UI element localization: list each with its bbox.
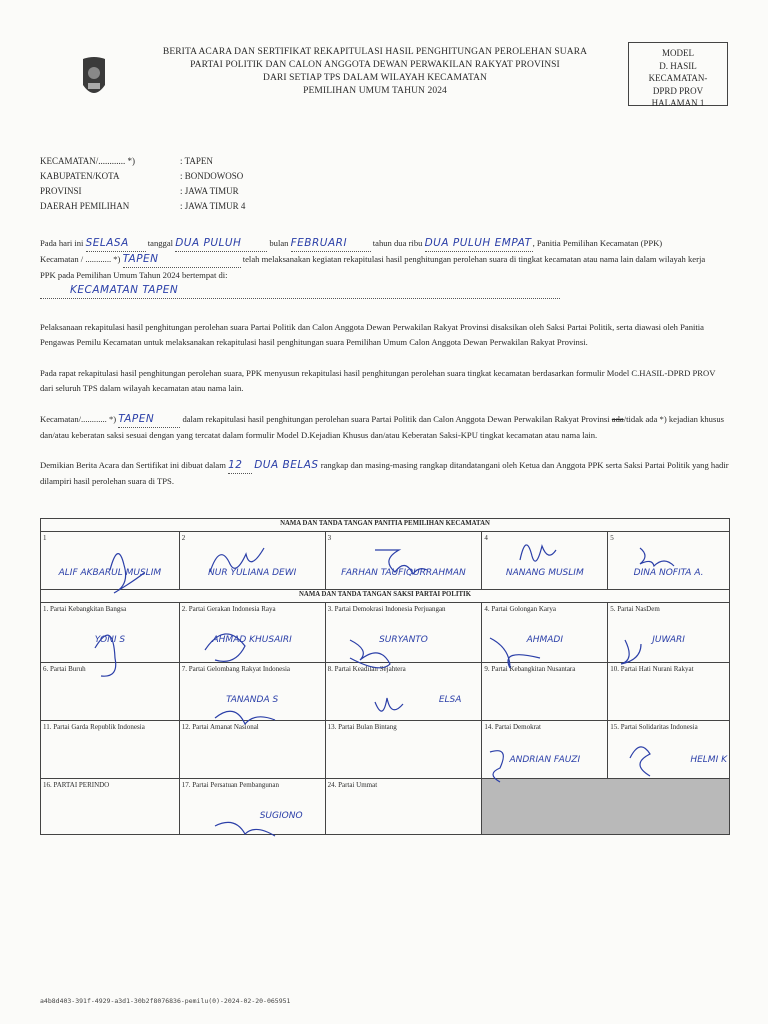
witness-name: TANANDA S	[226, 695, 279, 705]
ppk-name: FARHAN TAUFIQURRAHMAN	[341, 568, 466, 578]
ppk-number: 4	[484, 534, 488, 542]
ppk-cell	[179, 532, 325, 590]
intro-text: bulan	[269, 238, 289, 248]
saksi-cell	[608, 603, 730, 663]
party-name: 6. Partai Buruh	[43, 665, 86, 673]
ppk-name: NUR YULIANA DEWI	[208, 568, 297, 578]
party-name: 14. Partai Demokrat	[484, 723, 541, 731]
party-name: 8. Partai Keadilan Sejahtera	[327, 665, 406, 673]
title-line: PARTAI POLITIK DAN CALON ANGGOTA DEWAN PERWAKILAN RAKYAT PROVINSI	[190, 60, 560, 70]
paragraph-4	[40, 458, 730, 489]
ppk-name: NANANG MUSLIM	[505, 568, 584, 578]
saksi-cell	[179, 663, 325, 721]
party-name: 4. Partai Golongan Karya	[484, 605, 556, 613]
model-line: D. HASIL KECAMATAN-	[648, 60, 708, 83]
ppk-cell	[482, 532, 608, 590]
ppk-cell	[41, 532, 180, 590]
party-name: 3. Partai Demokrasi Indonesia Perjuangan	[327, 605, 446, 613]
intro-text: , Panitia Pemilihan Kecamatan (PPK)	[532, 238, 663, 248]
region-info	[40, 154, 245, 214]
title-line: PEMILIHAN UMUM TAHUN 2024	[303, 86, 447, 96]
handwritten-copies-words: DUA BELAS	[254, 459, 319, 471]
ppk-header: NAMA DAN TANDA TANGAN PANITIA PEMILIHAN KECAMATAN	[41, 519, 730, 532]
witness-name: SUGIONO	[259, 811, 303, 821]
paragraph-3	[40, 412, 730, 443]
model-line: MODEL	[662, 48, 694, 58]
saksi-cell	[482, 603, 608, 663]
saksi-cell	[41, 603, 180, 663]
witness-name: SURYANTO	[379, 635, 428, 645]
handwritten-month: FEBRUARI	[290, 237, 348, 249]
meta-row	[40, 154, 245, 169]
party-name: 15. Partai Solidaritas Indonesia	[610, 723, 698, 731]
ppk-name: DINA NOFITA A.	[633, 568, 704, 578]
handwritten-day: SELASA	[85, 237, 129, 249]
saksi-cell	[608, 721, 730, 779]
party-name: 11. Partai Garda Republik Indonesia	[43, 723, 145, 731]
intro-text: telah melaksanakan kegiatan rekapitulasi hasil penghitungan perolehan suara di tingkat kecamatan atau nama lain dalam wilayah kerja	[242, 254, 706, 264]
ppk-row	[41, 532, 730, 590]
handwritten-kecamatan: TAPEN	[122, 253, 159, 265]
party-name: 10. Partai Hati Nurani Rakyat	[610, 665, 694, 673]
ppk-number: 5	[610, 534, 614, 542]
intro-paragraph	[40, 236, 730, 299]
ppk-cell	[325, 532, 482, 590]
saksi-row	[41, 663, 730, 721]
para4-text: Demikian Berita Acara dan Sertifikat ini dibuat dalam	[40, 460, 226, 470]
para3-text: /tidak ada *) kejadian khusus dan/atau keberatan saksi sesuai dengan yang tercatat dalam formulir Model D.Kejadian Khusus dan/atau Keberatan Saksi-KPU tingkat kecamatan atau nama lain.	[40, 414, 724, 440]
struck-option: ada	[611, 414, 624, 424]
party-name: 24. Partai Ummat	[327, 781, 378, 789]
ppk-number: 3	[327, 534, 332, 542]
meta-label: KECAMATAN/............ *)	[40, 156, 136, 166]
saksi-cell	[325, 603, 482, 663]
party-name: 13. Partai Bulan Bintang	[327, 723, 397, 731]
saksi-cell	[41, 779, 180, 835]
paragraph-1: Pelaksanaan rekapitulasi hasil penghitungan perolehan suara Partai Politik dan Calon Anggota Dewan Perwakilan Rakyat Provinsi disaksikan oleh Saksi Partai Politik, serta diawasi oleh Panitia Pengawas Pemilu Kecamatan untuk melaksanakan rekapitulasi hasil penghitungan suara Pemilihan Umum Calon Anggota Dewan Perwakilan Rakyat Provinsi.	[40, 322, 704, 347]
ppk-name: ALIF AKBARUL MUSLIM	[58, 568, 162, 578]
witness-name: HELMI K	[690, 755, 727, 765]
party-name: 7. Partai Gelombang Rakyat Indonesia	[181, 665, 291, 673]
saksi-cell	[325, 663, 482, 721]
saksi-cell	[482, 721, 608, 779]
document-id: a4b8d403-391f-4929-a3d1-30b2f8076836-pemilu(0)-2024-02-20-065951	[40, 997, 291, 1005]
intro-text: tahun dua ribu	[372, 238, 423, 248]
handwritten-copies-number: 12	[228, 459, 243, 471]
meta-value: : TAPEN	[180, 156, 213, 166]
handwritten-date: DUA PULUH	[175, 237, 242, 249]
meta-value: : BONDOWOSO	[180, 171, 244, 181]
saksi-cell	[41, 663, 180, 721]
party-name: 1. Partai Kebangkitan Bangsa	[43, 605, 127, 613]
document-title	[150, 46, 600, 98]
party-name: 16. PARTAI PERINDO	[43, 781, 110, 789]
para3-text: Kecamatan/............ *)	[40, 414, 117, 424]
party-name: 17. Partai Persatuan Pembangunan	[181, 781, 279, 789]
intro-text: tanggal	[147, 238, 174, 248]
saksi-cell	[179, 603, 325, 663]
para3-text: dalam rekapitulasi hasil penghitungan perolehan suara Partai Politik dan Calon Anggota Dewan Perwakilan Rakyat Provinsi	[182, 414, 610, 424]
saksi-cell	[325, 779, 482, 835]
handwritten-year: DUA PULUH EMPAT	[424, 237, 532, 249]
witness-name: ELSA	[438, 695, 462, 705]
model-box	[628, 42, 728, 106]
witness-name: ANDRIAN FAUZI	[509, 755, 581, 765]
witness-name: JUWARI	[652, 635, 685, 645]
saksi-cell	[608, 663, 730, 721]
meta-row	[40, 199, 245, 214]
witness-name: AHMADI	[526, 635, 563, 645]
meta-label: DAERAH PEMILIHAN	[40, 201, 130, 211]
witness-name: YONI S	[94, 635, 126, 645]
saksi-cell	[482, 663, 608, 721]
model-line: DPRD PROV	[652, 85, 704, 96]
meta-row	[40, 184, 245, 199]
party-name: 2. Partai Gerakan Indonesia Raya	[181, 605, 276, 613]
saksi-row	[41, 779, 730, 835]
kpu-logo-icon	[80, 55, 108, 103]
paragraph-2: Pada rapat rekapitulasi hasil penghitungan perolehan suara, PPK menyusun rekapitulasi hasil penghitungan perolehan suara tingkat kecamatan berdasarkan formulir Model C.HASIL-DPRD PROV dari seluruh TPS dalam wilayah kecamatan atau nama lain.	[40, 368, 716, 393]
saksi-cell	[179, 721, 325, 779]
saksi-row	[41, 603, 730, 663]
title-line: BERITA ACARA DAN SERTIFIKAT REKAPITULASI HASIL PENGHITUNGAN PEROLEHAN SUARA	[162, 47, 588, 57]
party-name: 5. Partai NasDem	[610, 605, 660, 613]
meta-value: : JAWA TIMUR	[180, 186, 239, 196]
unused-cell	[482, 779, 730, 835]
model-line: HALAMAN 1	[651, 98, 705, 108]
ppk-number: 2	[181, 534, 186, 542]
meta-row	[40, 169, 245, 184]
intro-text: PPK pada Pemilihan Umum Tahun 2024 bertempat di:	[40, 270, 228, 280]
handwritten-location: KECAMATAN TAPEN	[70, 284, 179, 296]
ppk-number: 1	[43, 534, 47, 542]
handwritten-kecamatan-2: TAPEN	[118, 413, 155, 425]
saksi-cell	[179, 779, 325, 835]
para4-text: rangkap dan masing-masing rangkap ditandatangani oleh Ketua dan Anggota PPK serta Saksi Partai Politik yang hadir dilampiri hasil perolehan suara di TPS.	[40, 460, 729, 486]
saksi-cell	[41, 721, 180, 779]
saksi-header: NAMA DAN TANDA TANGAN SAKSI PARTAI POLITIK	[41, 590, 730, 603]
witness-name: AHMAD KHUSAIRI	[212, 635, 292, 645]
intro-text: Pada hari ini	[40, 238, 84, 248]
saksi-row	[41, 721, 730, 779]
intro-text: Kecamatan / ............ *)	[40, 254, 121, 264]
ppk-cell	[608, 532, 730, 590]
party-name: 12. Partai Amanat Nasional	[181, 723, 259, 731]
title-line: DARI SETIAP TPS DALAM WILAYAH KECAMATAN	[262, 73, 488, 83]
signature-table	[40, 518, 730, 835]
meta-value: : JAWA TIMUR 4	[180, 201, 246, 211]
party-name: 9. Partai Kebangkitan Nusantara	[484, 665, 576, 673]
meta-label: PROVINSI	[40, 186, 82, 196]
saksi-cell	[325, 721, 482, 779]
meta-label: KABUPATEN/KOTA	[40, 171, 120, 181]
